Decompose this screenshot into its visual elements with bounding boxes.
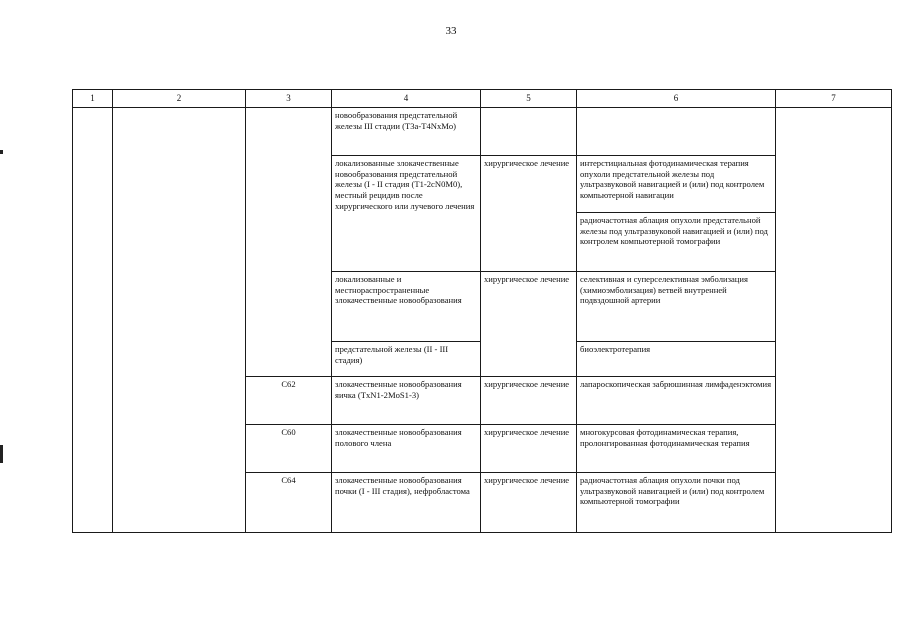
cell-col-1 bbox=[73, 108, 113, 533]
column-header-1: 1 bbox=[73, 90, 113, 108]
method-cell: радиочастотная аблация опухоли почки под ультразвуковой навигацией и (или) под контролем компьютерной томографии bbox=[577, 473, 776, 533]
treatment-cell: хирургическое лечение bbox=[481, 377, 577, 425]
diagnosis-cell: злокачественные новообразования почки (I - III стадия), нефробластома bbox=[332, 473, 481, 533]
column-header-6: 6 bbox=[577, 90, 776, 108]
method-cell: биоэлектротерапия bbox=[577, 342, 776, 377]
treatment-cell: хирургическое лечение bbox=[481, 425, 577, 473]
diagnosis-cell: злокачественные новообразования полового члена bbox=[332, 425, 481, 473]
column-header-4: 4 bbox=[332, 90, 481, 108]
diagnosis-cell: злокачественные новообразования яичка (TxN1-2MoS1-3) bbox=[332, 377, 481, 425]
diagnosis-cell: локализованные злокачественные новообразования предстательной железы (I - II стадия (T1-2cN0M0), местный рецидив после хирургического или лучевого лечения bbox=[332, 156, 481, 272]
treatment-cell: хирургическое лечение bbox=[481, 473, 577, 533]
cell-col-3 bbox=[246, 108, 332, 377]
column-header-5: 5 bbox=[481, 90, 577, 108]
treatment-cell bbox=[481, 108, 577, 156]
method-cell: радиочастотная аблация опухоли предстательной железы под ультразвуковой навигацией и (или) под контролем компьютерной томографии bbox=[577, 213, 776, 272]
column-header-7: 7 bbox=[776, 90, 892, 108]
scan-edge-mark bbox=[0, 150, 3, 154]
medical-procedures-table bbox=[72, 89, 892, 533]
treatment-cell: хирургическое лечение bbox=[481, 156, 577, 272]
method-cell: лапароскопическая забрюшинная лимфаденэктомия bbox=[577, 377, 776, 425]
diagnosis-cell: локализованные и местнораспространенные злокачественные новообразования bbox=[332, 272, 481, 342]
scan-edge-mark bbox=[0, 445, 3, 463]
code-cell: C62 bbox=[246, 377, 332, 425]
table-row bbox=[73, 108, 892, 156]
method-cell bbox=[577, 108, 776, 156]
cell-col-2 bbox=[113, 108, 246, 533]
method-cell: селективная и суперселективная эмболизация (химиоэмболизация) ветвей внутренней подвздошной артерии bbox=[577, 272, 776, 342]
page-number: 33 bbox=[445, 25, 457, 37]
code-cell: C64 bbox=[246, 473, 332, 533]
column-header-2: 2 bbox=[113, 90, 246, 108]
header-row bbox=[73, 90, 892, 108]
diagnosis-cell: новообразования предстательной железы III стадии (T3a-T4NxMo) bbox=[332, 108, 481, 156]
method-cell: многокурсовая фотодинамическая терапия, пролонгированная фотодинамическая терапия bbox=[577, 425, 776, 473]
method-cell: интерстициальная фотодинамическая терапия опухоли предстательной железы под ультразвуковой навигацией и (или) под контролем компьютерной навигации bbox=[577, 156, 776, 213]
code-cell: C60 bbox=[246, 425, 332, 473]
treatment-cell: хирургическое лечение bbox=[481, 272, 577, 377]
cell-col-7 bbox=[776, 108, 892, 533]
column-header-3: 3 bbox=[246, 90, 332, 108]
diagnosis-cell: предстательной железы (II - III стадия) bbox=[332, 342, 481, 377]
